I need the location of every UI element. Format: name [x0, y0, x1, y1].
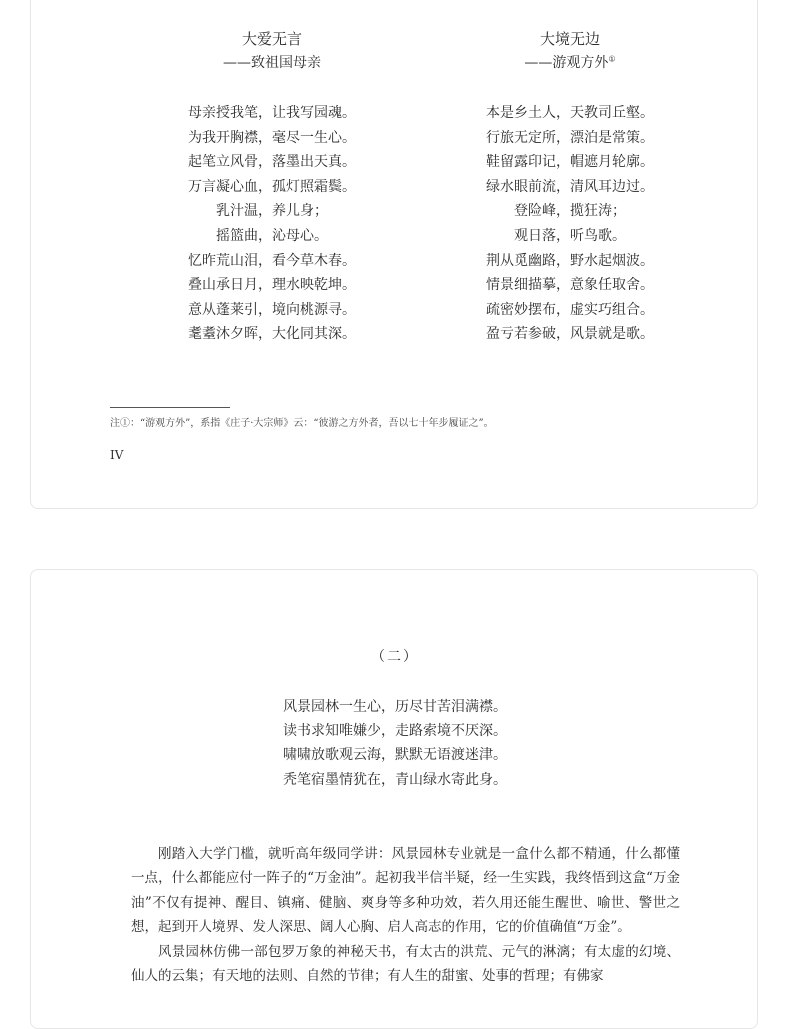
poem-subtitle-text: ——游观方外 [524, 55, 609, 71]
poem-line: 绿水眼前流，清风耳边过。 [486, 178, 654, 195]
poem-line: 盈亏若参破，风景就是歌。 [486, 326, 654, 343]
poem-line: 万言凝心血，孤灯照霜鬓。 [188, 178, 356, 195]
footnote-divider [110, 407, 230, 408]
verse [31, 695, 759, 792]
poem-line: 耄耋沐夕晖，大化同其深。 [188, 326, 356, 343]
prose-body [131, 842, 680, 988]
poem-line: 观日落，听鸟歌。 [514, 227, 626, 244]
poem-lines [142, 101, 402, 347]
poem-line: 起笔立风骨，落墨出天真。 [188, 154, 356, 171]
poem-line: 意从蓬莱引，境向桃源寻。 [188, 301, 356, 318]
verse-line: 读书求知唯嫌少，走路索境不厌深。 [283, 723, 507, 740]
footnote: 注①：“游观方外”，系指《庄子·大宗师》云：“彼游之方外者，吾以七十年步履证之”。 [110, 418, 494, 429]
poem-line: 情景细描摹，意象任取舍。 [486, 277, 654, 294]
poem-subtitle [440, 51, 700, 75]
book-page-bottom [30, 569, 758, 1029]
poem-line: 疏密妙摆布，虚实巧组合。 [486, 301, 654, 318]
section-heading: （二） [371, 649, 419, 665]
verse-line: 秃笔宿墨情犹在，青山绿水寄此身。 [283, 771, 507, 788]
poem-left [142, 27, 402, 347]
poem-line: 登险峰，揽狂涛； [514, 203, 626, 220]
footnote-marker: ① [608, 54, 616, 64]
paragraph: 风景园林仿佛一部包罗万象的神秘天书，有太古的洪荒、元气的淋漓；有太虚的幻境、仙人的云集；有天地的法则、自然的节律；有人生的甜蜜、处事的哲理；有佛家 [131, 943, 680, 985]
poem-line: 母亲授我笔，让我写园魂。 [188, 105, 356, 121]
poem-line: 本是乡土人，天教司丘壑。 [486, 105, 654, 121]
verse-line: 啸啸放歌观云海，默默无语渡迷津。 [283, 747, 507, 764]
book-page-top [30, 0, 758, 509]
poem-line: 叠山承日月，理水映乾坤。 [188, 277, 356, 294]
page-number: IV [110, 448, 124, 462]
poem-line: 荆从觅幽路，野水起烟波。 [486, 252, 654, 269]
paragraph: 刚踏入大学门槛，就听高年级同学讲：风景园林专业就是一盒什么都不精通，什么都懂一点，什么都能应付一阵子的“万金油”。起初我半信半疑，经一生实践，我终悟到这盒“万金油”不仅有提神、醒目、镇痛、健脑、爽身等多种功效，若久用还能生醒世、喻世、警世之想，起到开人境界、发人深思、阔人心胸、启人高志的作用，它的价值确值“万金”。 [131, 846, 680, 936]
verse-line: 风景园林一生心，历尽甘苦泪满襟。 [283, 699, 507, 715]
poem-line: 忆昨荒山泪，看今草木春。 [188, 252, 356, 269]
poem-title: 大爱无言 [241, 30, 302, 48]
poem-right [440, 27, 700, 347]
poem-line: 为我开胸襟，毫尽一生心。 [188, 129, 356, 146]
poem-line: 摇篮曲，沁母心。 [216, 227, 328, 244]
poem-line: 行旅无定所，漂泊是常策。 [486, 129, 654, 146]
poem-title: 大境无边 [539, 30, 600, 48]
poem-line: 鞋留露印记，帽遮月轮廓。 [486, 154, 654, 171]
poem-line: 乳汁温，养儿身； [216, 203, 328, 220]
poem-subtitle: ——致祖国母亲 [223, 55, 321, 71]
poem-lines [440, 101, 700, 347]
